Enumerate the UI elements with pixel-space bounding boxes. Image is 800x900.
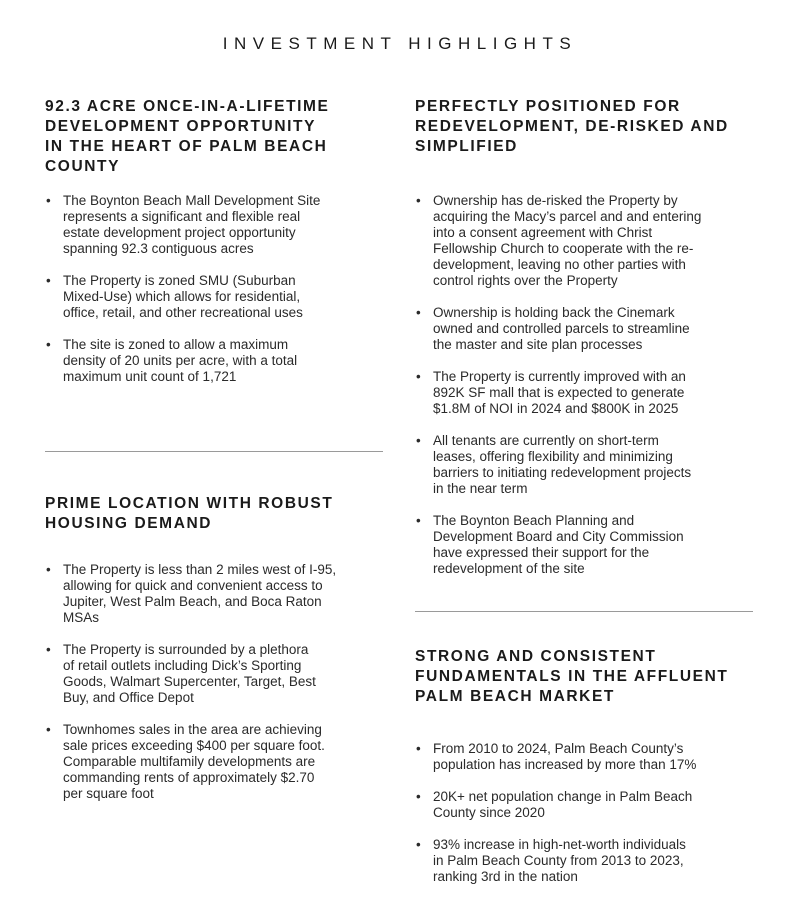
heading-line: 92.3 ACRE ONCE-IN-A-LIFETIME: [45, 98, 330, 115]
bullet-dot-icon: •: [46, 642, 51, 657]
section-divider: [45, 451, 383, 452]
bullet-item: [415, 433, 755, 497]
heading-line: STRONG AND CONSISTENT: [415, 648, 657, 665]
bullet-line: acquiring the Macy’s parcel and and entering: [433, 209, 702, 224]
bullet-dot-icon: •: [416, 193, 421, 208]
heading-line: SIMPLIFIED: [415, 138, 518, 155]
bullet-line: 892K SF mall that is expected to generate: [433, 385, 685, 400]
bullet-item: [415, 513, 755, 577]
bullet-line: 20K+ net population change in Palm Beach: [433, 789, 693, 804]
bullet-line: Ownership is holding back the Cinemark: [433, 305, 675, 320]
bullet-line: All tenants are currently on short-term: [433, 433, 659, 448]
bullet-line: The Property is zoned SMU (Suburban: [63, 273, 296, 288]
bullet-item: [415, 369, 755, 417]
section-redevelopment: [415, 97, 755, 593]
heading-line: PERFECTLY POSITIONED FOR: [415, 98, 681, 115]
bullet-dot-icon: •: [46, 722, 51, 737]
heading-line: FUNDAMENTALS IN THE AFFLUENT: [415, 668, 729, 685]
bullet-line: the master and site plan processes: [433, 337, 643, 352]
bullet-line: The Property is less than 2 miles west of I-95,: [63, 562, 337, 577]
section-prime-location: [45, 494, 385, 818]
bullet-line: $1.8M of NOI in 2024 and $800K in 2025: [433, 401, 679, 416]
bullet-list: [45, 193, 385, 385]
section-heading: [415, 97, 755, 157]
bullet-line: into a consent agreement with Christ: [433, 225, 653, 240]
bullet-dot-icon: •: [416, 741, 421, 756]
bullet-line: allowing for quick and convenient access to: [63, 578, 323, 593]
heading-line: COUNTY: [45, 158, 121, 175]
bullet-line: owned and controlled parcels to streamline: [433, 321, 690, 336]
bullet-item: [45, 193, 385, 257]
bullet-line: The Boynton Beach Mall Development Site: [63, 193, 321, 208]
bullet-line: Jupiter, West Palm Beach, and Boca Raton: [63, 594, 322, 609]
bullet-line: County since 2020: [433, 805, 545, 820]
bullet-line: per square foot: [63, 786, 154, 801]
bullet-item: [45, 642, 385, 706]
section-development-opportunity: [45, 97, 385, 401]
bullet-line: Comparable multifamily developments are: [63, 754, 316, 769]
bullet-list: [415, 741, 755, 885]
bullet-line: commanding rents of approximately $2.70: [63, 770, 315, 785]
bullet-dot-icon: •: [416, 837, 421, 852]
bullet-line: density of 20 units per acre, with a total: [63, 353, 298, 368]
bullet-line: The site is zoned to allow a maximum: [63, 337, 289, 352]
bullet-list: [415, 193, 755, 577]
bullet-line: leases, offering flexibility and minimizing: [433, 449, 673, 464]
heading-line: HOUSING DEMAND: [45, 515, 213, 532]
bullet-line: maximum unit count of 1,721: [63, 369, 237, 384]
bullet-line: estate development project opportunity: [63, 225, 296, 240]
bullet-line: The Property is currently improved with an: [433, 369, 686, 384]
bullet-line: Buy, and Office Depot: [63, 690, 194, 705]
bullet-dot-icon: •: [416, 433, 421, 448]
section-heading: [415, 647, 755, 707]
section-market-fundamentals: [415, 647, 755, 900]
bullet-dot-icon: •: [46, 193, 51, 208]
bullet-line: ranking 3rd in the nation: [433, 869, 578, 884]
bullet-line: spanning 92.3 contiguous acres: [63, 241, 254, 256]
bullet-item: [415, 837, 755, 885]
bullet-line: Goods, Walmart Supercenter, Target, Best: [63, 674, 316, 689]
bullet-item: [45, 273, 385, 321]
bullet-line: Townhomes sales in the area are achieving: [63, 722, 322, 737]
bullet-line: office, retail, and other recreational uses: [63, 305, 303, 320]
bullet-item: [415, 305, 755, 353]
bullet-line: MSAs: [63, 610, 100, 625]
bullet-line: of retail outlets including Dick’s Sporting: [63, 658, 302, 673]
bullet-item: [415, 193, 755, 289]
bullet-dot-icon: •: [46, 337, 51, 352]
heading-line: PALM BEACH MARKET: [415, 688, 615, 705]
bullet-line: The Boynton Beach Planning and: [433, 513, 635, 528]
bullet-dot-icon: •: [416, 513, 421, 528]
bullet-dot-icon: •: [416, 369, 421, 384]
bullet-dot-icon: •: [416, 305, 421, 320]
bullet-item: [45, 722, 385, 802]
heading-line: REDEVELOPMENT, DE-RISKED AND: [415, 118, 729, 135]
heading-line: IN THE HEART OF PALM BEACH: [45, 138, 328, 155]
bullet-line: Fellowship Church to cooperate with the re-: [433, 241, 694, 256]
bullet-dot-icon: •: [46, 562, 51, 577]
heading-line: PRIME LOCATION WITH ROBUST: [45, 495, 334, 512]
bullet-line: 93% increase in high-net-worth individuals: [433, 837, 686, 852]
bullet-line: control rights over the Property: [433, 273, 618, 288]
bullet-line: sale prices exceeding $400 per square foot.: [63, 738, 325, 753]
bullet-line: Development Board and City Commission: [433, 529, 684, 544]
bullet-line: The Property is surrounded by a plethora: [63, 642, 309, 657]
page-title: INVESTMENT HIGHLIGHTS: [222, 34, 578, 53]
bullet-dot-icon: •: [46, 273, 51, 288]
bullet-line: Mixed-Use) which allows for residential,: [63, 289, 301, 304]
bullet-line: have expressed their support for the: [433, 545, 650, 560]
bullet-line: in the near term: [433, 481, 528, 496]
bullet-line: in Palm Beach County from 2013 to 2023,: [433, 853, 684, 868]
bullet-line: development, leaving no other parties with: [433, 257, 686, 272]
bullet-list: [45, 562, 385, 802]
bullet-item: [45, 562, 385, 626]
bullet-line: Ownership has de-risked the Property by: [433, 193, 678, 208]
heading-line: DEVELOPMENT OPPORTUNITY: [45, 118, 317, 135]
bullet-line: population has increased by more than 17%: [433, 757, 697, 772]
bullet-item: [45, 337, 385, 385]
section-heading: [45, 494, 385, 534]
bullet-item: [415, 789, 755, 821]
bullet-line: barriers to initiating redevelopment projects: [433, 465, 692, 480]
bullet-line: represents a significant and flexible real: [63, 209, 301, 224]
section-heading: [45, 97, 385, 177]
bullet-item: [415, 741, 755, 773]
bullet-line: redevelopment of the site: [433, 561, 585, 576]
bullet-line: From 2010 to 2024, Palm Beach County’s: [433, 741, 684, 756]
bullet-dot-icon: •: [416, 789, 421, 804]
section-divider: [415, 611, 753, 612]
